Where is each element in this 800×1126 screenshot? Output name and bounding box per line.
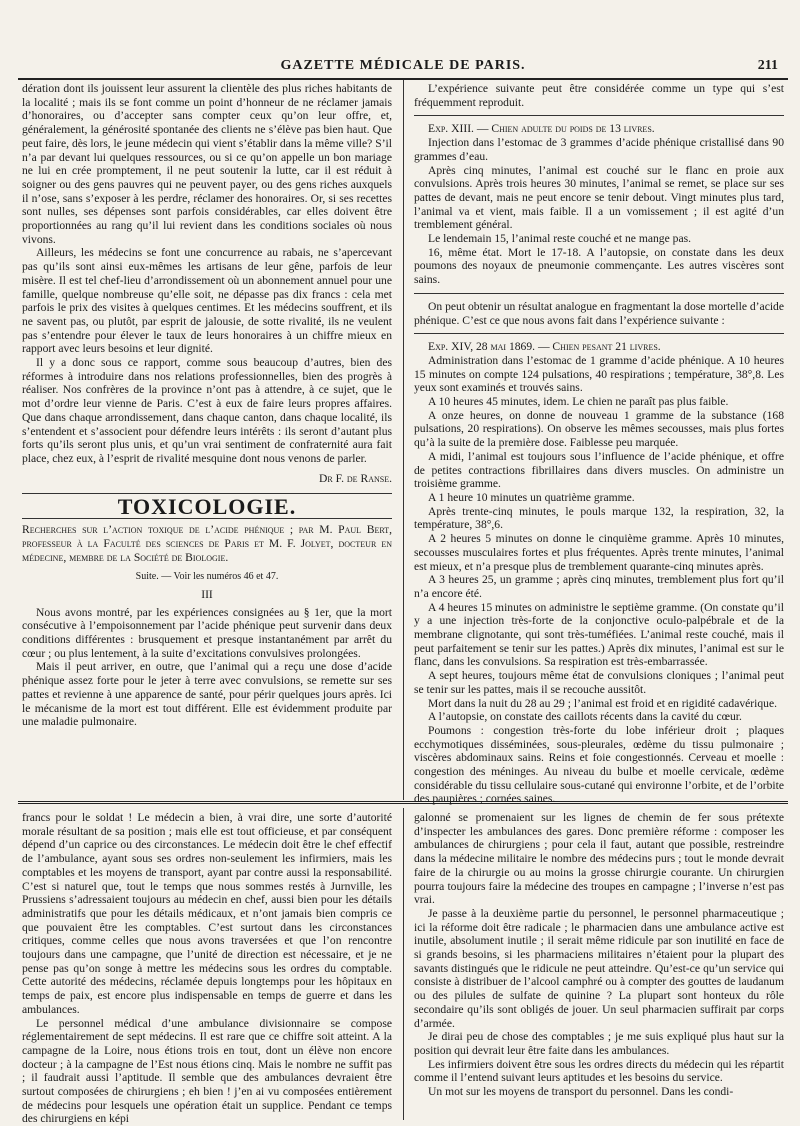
paragraph: A 2 heures 5 minutes on donne le cinquième gramme. Après 10 minutes, secousses musculaires fortes et plus fréquentes. Après trente minutes, l’animal est mieux, et n’a presque plus de tremblement quarante-cinq minutes après.	[414, 532, 784, 573]
paragraph: Après trente-cinq minutes, le pouls marque 132, la respiration, 32, la température, 38°,6.	[414, 504, 784, 532]
column-bottom-right	[414, 811, 784, 1099]
paragraph: A 3 heures 25, un gramme ; après cinq minutes, tremblement plus fort qu’il n’a encore été.	[414, 573, 784, 600]
page-header	[18, 58, 788, 80]
paragraph: Le lendemain 15, l’animal reste couché et ne mange pas.	[428, 232, 692, 246]
column-top-left	[22, 82, 392, 729]
paragraph-divider	[414, 115, 784, 116]
experiment-heading: Exp. XIII. — Chien adulte du poids de 13 livres.	[428, 122, 655, 136]
paragraph: A 4 heures 15 minutes on administre le septième gramme. (On constate qu’il y a une injection très-forte de la conjonctive oculo-palpébrale et de la membrane clignotante, qui sont très-tuméfiées. L’animal reste couché, mais il peut parfaitement se tenir sur les pattes.) Après dix minutes, l’animal est sur le flanc, dans les convulsions. Sa respiration est très-embarrassée.	[414, 600, 784, 669]
paragraph: Je dirai peu de chose des comptables ; je me suis expliqué plus haut sur la position qui devrait leur être faite dans les ambulances.	[414, 1030, 784, 1057]
paragraph: A onze heures, on donne de nouveau 1 gramme de la substance (168 pulsations, 20 respirations). On observe les mêmes secousses, mais plus fortes qu’à la suite de la première dose. Faiblesse peu marquée.	[414, 408, 784, 450]
paragraph: galonné se promenaient sur les lignes de chemin de fer sous prétexte d’inspecter les ambulances des gares. Donc première réforme : composer les ambulances de chirurgiens ; pour cela il faut, autant que possible, restreindre dans la médecine militaire le nombre des médecins purs ; tout le monde devrait faire de la chirurgie ou au moins la grosse chirurgie courante. Un chirurgien pourra toujours faire la médecine des troupes en campagne ; l’inverse n’est pas vrai.	[414, 811, 784, 907]
paragraph: A midi, l’animal est toujours sous l’influence de l’acide phénique, et offre de petites contractions fibrillaires dans divers muscles. On administre un troisième gramme.	[414, 449, 784, 491]
paragraph: 16, même état. Mort le 17-18. A l’autopsie, on constate dans les deux poumons des noyaux de pneumonie commençante. Les autres viscères sont sains.	[414, 245, 784, 287]
paragraph: Un mot sur les moyens de transport du personnel. Dans les condi-	[428, 1085, 734, 1099]
paragraph: Mort dans la nuit du 28 au 29 ; l’animal est froid et en rigidité cadavérique.	[428, 696, 778, 710]
paragraph: A sept heures, toujours même état de convulsions cloniques ; l’animal peut se tenir sur les pattes, mais il se recouche aussitôt.	[414, 669, 784, 696]
paragraph: Il y a donc sous ce rapport, comme sous beaucoup d’autres, bien des réformes à introduire dans nos relations professionnelles, bien des progrès à réaliser. Nos confrères de la province n’ont pas à attendre, à ce sujet, que le mot d’ordre leur vienne de Paris. C’est à eux de faire leurs propres affaires. Que dans chaque arrondissement, dans chaque canton, dans chaque localité, ils s’entendent et s’associent pour défendre leurs intérêts : ils seront d’autant plus forts qu’ils seront plus unis, et qu’un vrai sentiment de confraternité aura fait place, chez eux, à l’esprit de rivalité mesquine dont nous venons de parler.	[22, 356, 392, 465]
journal-title: GAZETTE MÉDICALE DE PARIS.	[280, 58, 526, 73]
column-divider-top	[403, 80, 404, 800]
paragraph: A l’autopsie, on constate des caillots récents dans la cavité du cœur.	[428, 710, 742, 724]
paragraph: A 1 heure 10 minutes un quatrième gramme.	[428, 490, 635, 504]
paragraph: dération dont ils jouissent leur assurent la clientèle des plus riches habitants de la localité ; mais ils se font comme un point d’honneur de ne réclamer jamais d’honoraires, ou d’accepter sans compter ceux qu’on leur offre, et, généralement, la générosité spontanée des clients ne s’élève pas bien haut. Que peut faire, dès lors, le jeune médecin qui vient s’établir dans la même ville? S’il n’a par devant lui quelques ressources, ou si ce qu’on appelle un bon mariage ne lui en crée promptement, il ne peut soutenir la lutte, car il est réduit à soigner ou des gens pauvres qui ne peuvent payer, ou des gens riches auxquels il n’ose, sans s’exposer à les perdre, réclamer des honoraires. Or, si ses recettes sont nulles, ses dépenses sont parfois considérables, car elles doivent être proportionnées au rang qu’il lui revient dans les conditions sociales où nous vivons.	[22, 82, 392, 246]
paragraph-divider	[414, 293, 784, 294]
page-number: 211	[757, 58, 778, 73]
paragraph: Je passe à la deuxième partie du personnel, le personnel pharmaceutique ; ici la réforme doit être radicale ; le pharmacien dans une ambulance active est inutile, absolument inutile ; il serait même ridicule par son inutilité en face de si grands besoins, si les pharmaciens militaires n’étaient pour la plupart des savants distingués que le ridicule ne peut atteindre. Qu’est-ce qu’un service qui consiste à distribuer de l’alcool camphré ou à compter des gouttes de laudanum ou des pilules de sulfate de quinine ? La plupart sont honteux du rôle secondaire qu’ils sont obligés de jouer. Un seul pharmacien suffirait par corps d’armée.	[414, 906, 784, 1030]
article-heading: Recherches sur l’action toxique de l’acide phénique ; par M. Paul Bert, professeur à la Faculté des sciences de Paris et M. F. Jolyet, docteur en médecine, membre de la Société de Biologie.	[22, 523, 392, 564]
column-bottom-left	[22, 811, 392, 1126]
paragraph: Après cinq minutes, l’animal est couché sur le flanc en proie aux convulsions. Après trois heures 30 minutes, l’animal se remet, se place sur ses pattes de devant, mais ne peut encore se tenir debout. Vingt minutes plus tard, l’animal va et vient, mais faible. Il a un vomissement ; il est agité d’un tremblement général.	[414, 163, 784, 232]
paragraph: Le personnel médical d’une ambulance divisionnaire se compose réglementairement de sept médecins. Il est rare que ce chiffre soit atteint. A la campagne de la Loire, nous étions trois en tout, dont un élève non encore docteur ; à la campagne de l’Est nous étions cinq. Mais le nombre ne suffit pas ; il faudrait aussi l’aptitude. Il semble que des ambulances devraient être surtout composées de chirurgiens ; eh bien ! j’en ai vu composées entièrement de médecins pour lesquels une opération était un supplice. Pendant ce temps des chirurgiens en képi	[22, 1016, 392, 1126]
paragraph: Poumons : congestion très-forte du lobe inférieur droit ; plaques ecchymotiques disséminées, sous-pleurales, œdème du tissu pulmonaire ; viscères abdominaux sains. Reins et foie congestionnés. Cerveau et moelle : congestion des méninges. Au niveau du bulbe et moelle cervicale, œdème considérable du tissu cellulaire sous-cutané qui environne l’orbite, et de l’orbite des paupières ; cornées saines.	[414, 723, 784, 806]
paragraph-divider	[414, 333, 784, 334]
paragraph: Administration dans l’estomac de 1 gramme d’acide phénique. A 10 heures 15 minutes on compte 124 pulsations, 40 respirations ; température, 38°,8. Les yeux sont examinés et trouvés sains.	[414, 353, 784, 395]
column-top-right	[414, 82, 784, 806]
experiment-heading: Exp. XIV, 28 mai 1869. — Chien pesant 21 livres.	[428, 340, 661, 354]
part-number: III	[201, 587, 213, 601]
continuation-note: Suite. — Voir les numéros 46 et 47.	[135, 571, 279, 583]
paragraph: Ailleurs, les médecins se font une concurrence au rabais, ne s’apercevant pas qu’ils sont ainsi eux-mêmes les artisans de leur gêne, parfois de leur misère. Il est tel chef-lieu d’arrondissement où un abonnement annuel pour une famille, quelque nombreuse qu’elle soit, ne dépasse pas dix francs : cela met parfois le prix des visites à quelques centimes. Et les médecins souffrent, et ils ne savent pas, ou plutôt, par esprit de jalousie, de sotte rivalité, ils ne veulent pas s’entendre pour élever le taux de leurs honoraires à un chiffre mieux en rapport avec leurs besoins et leur dignité.	[22, 246, 392, 356]
section-title: TOXICOLOGIE.	[117, 494, 297, 520]
paragraph: Les infirmiers doivent être sous les ordres directs du médecin qui les répartit comme il l’entend suivant leurs aptitudes et les besoins du service.	[414, 1057, 784, 1085]
author-signature: Dr F. de Ranse.	[318, 471, 392, 485]
paragraph: A 10 heures 45 minutes, idem. Le chien ne paraît pas plus faible.	[428, 395, 729, 409]
paragraph: L’expérience suivante peut être considérée comme un type qui s’est fréquemment reproduit.	[414, 82, 784, 109]
paragraph: Injection dans l’estomac de 3 grammes d’acide phénique cristallisé dans 90 grammes d’eau.	[414, 136, 784, 163]
paragraph: francs pour le soldat ! Le médecin a bien, à vrai dire, une sorte d’autorité morale résultant de sa position ; mais elle est tout officieuse, et par conséquent dépend d’un caprice ou des circonstances. Le médecin doit être le chef effectif de l’ambulance, ayant sous ses ordres non-seulement les infirmiers, mais les comptables et les moyens de transport, ayant par contre aussi la responsabilité. C’est si naturel que, tout le temps que nous sommes restés à Jurnville, les Prussiens s’adressaient toujours au médecin en chef, aussi bien pour les détails administratifs que pour les détails médicaux, et n’ont jamais bien compris ce que pouvaient être les comptables. C’est surtout dans les circonstances critiques, comme celles que nous avons traversées et que l’on rencontre toujours dans une campagne, que l’unité de direction est nécessaire, et je ne pense pas qu’on songe à mettre les médecins sous les ordres du comptable. Cette autorité des médecins, réclamée depuis longtemps pour les hôpitaux en temps de paix, est encore plus indispensable en temps de guerre et dans les ambulances.	[22, 811, 392, 1016]
paragraph: Nous avons montré, par les expériences consignées au § 1er, que la mort consécutive à l’empoisonnement par l’acide phénique peut survenir dans deux conditions différentes : brusquement et presque instantanément par arrêt du cœur ; ou plus lentement, à la suite d’excitations convulsives prolongées.	[22, 605, 392, 660]
paragraph: On peut obtenir un résultat analogue en fragmentant la dose mortelle d’acide phénique. C’est ce que nous avons fait dans l’expérience suivante :	[414, 299, 784, 327]
paragraph: Mais il peut arriver, en outre, que l’animal qui a reçu une dose d’acide phénique assez forte pour le jeter à terre avec convulsions, se remette sur ses pattes et revienne à une apparence de santé, pour périr quelques jours après. Ici le mécanisme de la mort est tout différent. Elle est évidemment produite par une maladie pulmonaire.	[22, 660, 392, 729]
column-divider-bottom	[403, 808, 404, 1120]
